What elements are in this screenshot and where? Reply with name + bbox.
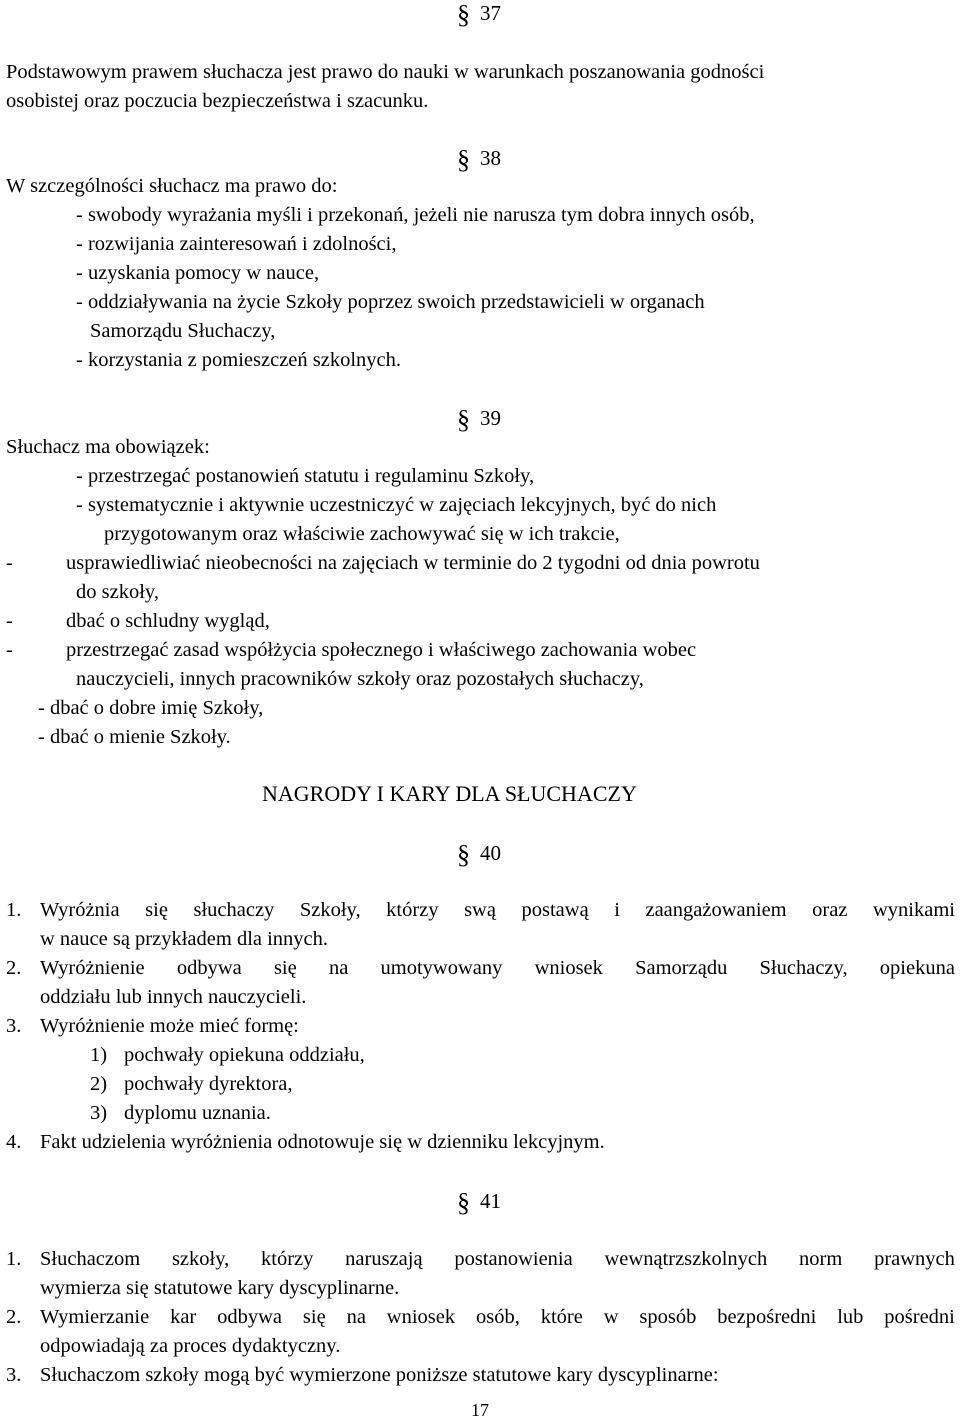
word: norm bbox=[799, 1248, 843, 1270]
s41-item-line bbox=[40, 1307, 955, 1328]
word: na bbox=[346, 1306, 366, 1328]
s40-subitem: pochwały dyrektora, bbox=[124, 1073, 293, 1095]
word: Szkoły, bbox=[299, 899, 361, 921]
word: w bbox=[603, 1306, 619, 1328]
section-number: 41 bbox=[480, 1189, 501, 1213]
word: pośredni bbox=[884, 1306, 955, 1328]
s41-item-line: odpowiadają za proces dydaktyczny. bbox=[40, 1335, 341, 1357]
s39-item: dbać o schludny wygląd, bbox=[66, 610, 270, 632]
word: prawnych bbox=[874, 1248, 955, 1270]
s38-intro: W szczególności słuchacz ma prawo do: bbox=[6, 175, 338, 197]
s38-item: - swobody wyrażania myśli i przekonań, jeżeli nie narusza tym dobra innych osób, bbox=[76, 204, 755, 226]
s40-item-line: w nauce są przykładem dla innych. bbox=[40, 928, 329, 950]
section-symbol: § bbox=[457, 840, 470, 869]
word: i bbox=[614, 899, 620, 921]
section-39-heading bbox=[457, 407, 501, 433]
section-37-heading bbox=[457, 2, 501, 28]
s40-item-line bbox=[40, 900, 955, 921]
s38-item-continuation: Samorządu Słuchaczy, bbox=[90, 320, 276, 342]
section-40-heading bbox=[457, 842, 501, 868]
section-number: 39 bbox=[480, 406, 501, 430]
s40-subitem-number: 2) bbox=[90, 1073, 108, 1095]
word: bezpośredni bbox=[717, 1306, 817, 1328]
section-symbol: § bbox=[457, 405, 470, 434]
word: się bbox=[302, 1306, 326, 1328]
s39-item: przestrzegać zasad współżycia społecznego i właściwego zachowania wobec bbox=[66, 639, 697, 661]
s41-item-number: 2. bbox=[6, 1306, 22, 1328]
word: Wyróżnia bbox=[40, 899, 120, 921]
s40-item-line: Fakt udzielenia wyróżnienia odnotowuje się w dzienniku lekcyjnym. bbox=[40, 1131, 605, 1153]
section-number: 37 bbox=[480, 1, 501, 25]
word: wynikami bbox=[873, 899, 955, 921]
s39-item-continuation: przygotowanym oraz właściwie zachowywać się w ich trakcie, bbox=[104, 523, 620, 545]
word: Wymierzanie bbox=[40, 1306, 150, 1328]
word: którzy bbox=[261, 1248, 314, 1270]
s40-item-number: 3. bbox=[6, 1015, 22, 1037]
s39-item: usprawiedliwiać nieobecności na zajęciach w terminie do 2 tygodni od dnia powrotu bbox=[66, 552, 760, 574]
word: którzy bbox=[386, 899, 439, 921]
s41-item-number: 3. bbox=[6, 1364, 22, 1386]
s40-item-number: 2. bbox=[6, 957, 22, 979]
s40-item-line bbox=[40, 958, 955, 979]
s40-subitem-number: 3) bbox=[90, 1102, 108, 1124]
s41-item-number: 1. bbox=[6, 1248, 22, 1270]
s40-item-number: 4. bbox=[6, 1131, 22, 1153]
word: Słuchaczy, bbox=[759, 957, 848, 979]
s40-item-line: Wyróżnienie może mieć formę: bbox=[40, 1015, 299, 1037]
word: odbywa bbox=[217, 1306, 283, 1328]
section-symbol: § bbox=[457, 145, 470, 174]
section-number: 40 bbox=[480, 841, 501, 865]
s38-item: - oddziaływania na życie Szkoły poprzez swoich przedstawicieli w organach bbox=[76, 291, 705, 313]
s38-item: - korzystania z pomieszczeń szkolnych. bbox=[76, 349, 402, 371]
section-41-heading bbox=[457, 1190, 501, 1216]
s39-item-continuation: nauczycieli, innych pracowników szkoły oraz pozostałych słuchaczy, bbox=[76, 668, 644, 690]
word: swą bbox=[464, 899, 496, 921]
s39-dash: - bbox=[6, 639, 13, 661]
section-symbol: § bbox=[457, 1188, 470, 1217]
word: Samorządu bbox=[635, 957, 728, 979]
word: odbywa bbox=[176, 957, 242, 979]
s41-item-line: wymierza się statutowe kary dyscyplinarne. bbox=[40, 1277, 400, 1299]
s41-item-line bbox=[40, 1249, 955, 1270]
s39-item: - dbać o dobre imię Szkoły, bbox=[38, 697, 264, 719]
s39-item: - dbać o mienie Szkoły. bbox=[38, 726, 231, 748]
word: opiekuna bbox=[879, 957, 955, 979]
word: oraz bbox=[812, 899, 848, 921]
word: szkoły, bbox=[171, 1248, 230, 1270]
word: wniosek bbox=[534, 957, 603, 979]
section-38-heading bbox=[457, 147, 501, 173]
word: wewnątrzszkolnych bbox=[604, 1248, 768, 1270]
word: Słuchaczom bbox=[40, 1248, 141, 1270]
section-symbol: § bbox=[457, 0, 470, 29]
s38-item: - rozwijania zainteresowań i zdolności, bbox=[76, 233, 397, 255]
s39-dash: - bbox=[6, 552, 13, 574]
word: sposób bbox=[639, 1306, 697, 1328]
word: się bbox=[273, 957, 297, 979]
s40-item-line: oddziału lub innych nauczycieli. bbox=[40, 986, 307, 1008]
word: naruszają bbox=[345, 1248, 423, 1270]
word: wniosek bbox=[386, 1306, 456, 1328]
word: kar bbox=[170, 1306, 197, 1328]
word: umotywowany bbox=[380, 957, 503, 979]
s39-intro: Słuchacz ma obowiązek: bbox=[6, 436, 210, 458]
s37-text-line: osobistej oraz poczucia bezpieczeństwa i szacunku. bbox=[6, 90, 429, 112]
word: słuchaczy bbox=[193, 899, 275, 921]
word: które bbox=[540, 1306, 583, 1328]
s39-item: - przestrzegać postanowień statutu i regulaminu Szkoły, bbox=[76, 465, 535, 487]
s40-subitem-number: 1) bbox=[90, 1044, 108, 1066]
word: postawą bbox=[521, 899, 589, 921]
word: na bbox=[328, 957, 349, 979]
page-number: 17 bbox=[471, 1400, 489, 1420]
s40-item-number: 1. bbox=[6, 899, 22, 921]
s38-item: - uzyskania pomocy w nauce, bbox=[76, 262, 320, 284]
chapter-heading: NAGRODY I KARY DLA SŁUCHACZY bbox=[262, 781, 637, 806]
word: Wyróżnienie bbox=[40, 957, 145, 979]
word: postanowienia bbox=[454, 1248, 573, 1270]
s37-text-line: Podstawowym prawem słuchacza jest prawo do nauki w warunkach poszanowania godności bbox=[6, 61, 765, 83]
s41-item-line: Słuchaczom szkoły mogą być wymierzone poniższe statutowe kary dyscyplinarne: bbox=[40, 1364, 719, 1386]
s40-subitem: pochwały opiekuna oddziału, bbox=[124, 1044, 365, 1066]
s39-dash: - bbox=[6, 610, 13, 632]
word: lub bbox=[837, 1306, 864, 1328]
s40-subitem: dyplomu uznania. bbox=[124, 1102, 271, 1124]
s39-item: - systematycznie i aktywnie uczestniczyć w zajęciach lekcyjnych, być do nich bbox=[76, 494, 717, 516]
s39-item-continuation: do szkoły, bbox=[76, 581, 159, 603]
word: zaangażowaniem bbox=[645, 899, 787, 921]
section-number: 38 bbox=[480, 146, 501, 170]
word: osób, bbox=[476, 1306, 520, 1328]
word: się bbox=[145, 899, 168, 921]
